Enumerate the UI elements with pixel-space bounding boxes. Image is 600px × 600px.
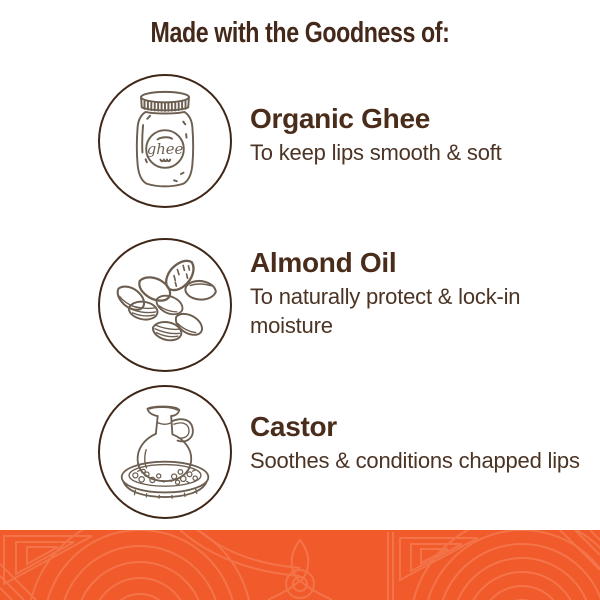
castor-bottle-icon bbox=[108, 395, 222, 509]
ingredient-description: To naturally protect & lock-in moisture bbox=[250, 284, 521, 338]
ingredient-almond bbox=[250, 247, 580, 340]
ingredient-name: Organic Ghee bbox=[250, 103, 431, 134]
ingredient-description: To keep lips smooth & soft bbox=[250, 140, 502, 165]
ghee-label-text: ghee bbox=[146, 141, 184, 159]
ingredient-description: Soothes & conditions chapped lips bbox=[250, 448, 580, 473]
page-title: Made with the Goodness of: bbox=[150, 17, 450, 49]
ghee-jar-icon bbox=[108, 84, 222, 198]
orange-pattern bbox=[0, 530, 600, 600]
ghee-icon-circle bbox=[98, 74, 232, 208]
decorative-border bbox=[0, 530, 600, 600]
ingredient-ghee bbox=[250, 103, 580, 167]
ingredient-name: Castor bbox=[250, 411, 337, 442]
almond-icon-circle bbox=[98, 238, 232, 372]
ingredient-castor bbox=[250, 411, 580, 475]
castor-icon-circle bbox=[98, 385, 232, 519]
almonds-icon bbox=[108, 248, 222, 362]
ingredient-name: Almond Oil bbox=[250, 247, 397, 278]
